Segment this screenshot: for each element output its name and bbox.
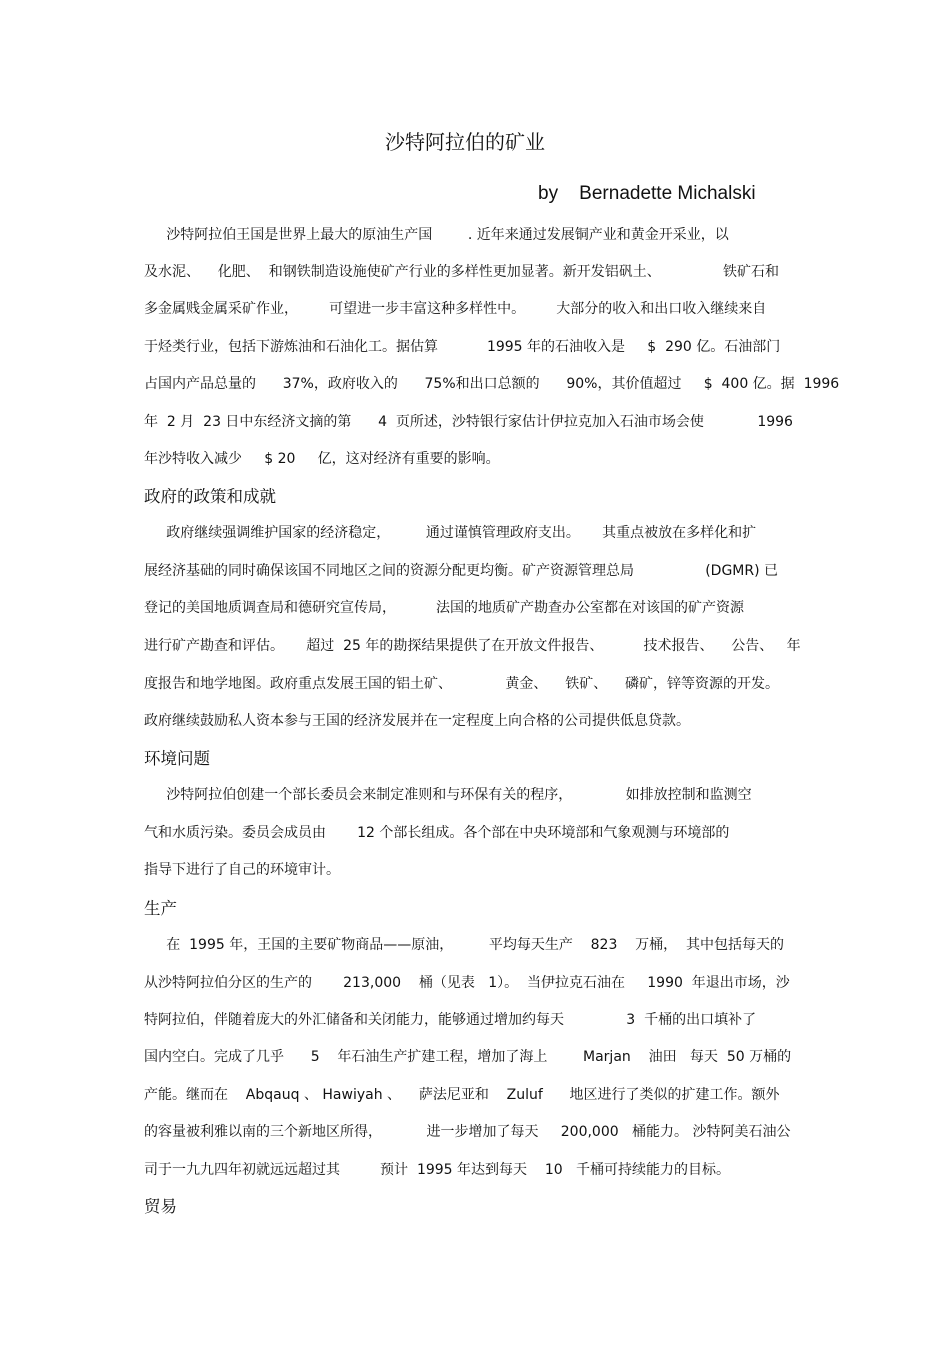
policy-line: 政府继续强调维护国家的经济稳定， 通过谨慎管理政府支出。 其重点被放在多样化和扩 <box>144 525 757 541</box>
intro-line: 占国内产品总量的 37%，政府收入的 75%和出口总额的 90%，其价值超过 $ 400 亿。据 1996 <box>144 376 840 392</box>
author-byline: by Bernadette Michalski <box>538 183 756 204</box>
policy-line: 度报告和地学地图。政府重点发展王国的铝土矿、 黄金、 铁矿、 磷矿，锌等资源的开发。 <box>144 676 780 692</box>
section-heading-environment: 环境问题 <box>144 749 210 768</box>
production-line: 产能。继而在 Abqauq 、 Hawiyah 、 萨法尼亚和 Zuluf 地区进行了类似的扩建工作。额外 <box>144 1087 780 1103</box>
intro-line: 年沙特收入减少 $ 20 亿，这对经济有重要的影响。 <box>144 451 500 467</box>
policy-line: 进行矿产勘查和评估。 超过 25 年的勘探结果提供了在开放文件报告、 技术报告、 公告、 年 <box>144 638 801 654</box>
environment-line: 指导下进行了自己的环境审计。 <box>144 862 340 878</box>
policy-line: 登记的美国地质调查局和德研究宣传局， 法国的地质矿产勘查办公室都在对该国的矿产资源 <box>144 600 745 616</box>
policy-line: 展经济基础的同时确保该国不同地区之间的资源分配更均衡。矿产资源管理总局 (DGMR) 已 <box>144 563 779 579</box>
environment-line: 气和水质污染。委员会成员由 12 个部长组成。各个部在中央环境部和气象观测与环境部的 <box>144 825 730 841</box>
production-line: 从沙特阿拉伯分区的生产的 213,000 桶（见表 1）。 当伊拉克石油在 1990 年退出市场，沙 <box>144 975 790 991</box>
policy-line: 政府继续鼓励私人资本参与王国的经济发展并在一定程度上向合格的公司提供低息贷款。 <box>144 713 690 729</box>
document-title: 沙特阿拉伯的矿业 <box>385 130 545 154</box>
environment-line: 沙特阿拉伯创建一个部长委员会来制定准则和与环保有关的程序， 如排放控制和监测空 <box>144 787 752 803</box>
production-line: 在 1995 年，王国的主要矿物商品——原油， 平均每天生产 823 万桶， 其中包括每天的 <box>144 937 785 953</box>
production-line: 特阿拉伯，伴随着庞大的外汇储备和关闭能力，能够通过增加约每天 3 千桶的出口填补了 <box>144 1012 757 1028</box>
production-line: 司于一九九四年初就远远超过其 预计 1995 年达到每天 10 千桶可持续能力的目标。 <box>144 1162 730 1178</box>
intro-line: 及水泥、 化肥、 和钢铁制造设施使矿产行业的多样性更加显著。新开发铝矾土、 铁矿石和 <box>144 264 780 280</box>
intro-line: 多金属贱金属采矿作业， 可望进一步丰富这种多样性中。 大部分的收入和出口收入继续来自 <box>144 301 767 317</box>
production-line: 的容量被利雅以南的三个新地区所得， 进一步增加了每天 200,000 桶能力。 沙特阿美石油公 <box>144 1124 791 1140</box>
section-heading-production: 生产 <box>144 899 177 918</box>
intro-line: 年 2 月 23 日中东经济文摘的第 4 页所述，沙特银行家估计伊拉克加入石油市场会使 1996 <box>144 414 793 430</box>
section-heading-trade: 贸易 <box>144 1197 177 1216</box>
intro-line: 于烃类行业，包括下游炼油和石油化工。据估算 1995 年的石油收入是 $ 290 亿。石油部门 <box>144 339 781 355</box>
section-heading-policy: 政府的政策和成就 <box>144 487 276 506</box>
intro-line: 沙特阿拉伯王国是世界上最大的原油生产国 . 近年来通过发展铜产业和黄金开采业，以 <box>144 227 729 243</box>
production-line: 国内空白。完成了几乎 5 年石油生产扩建工程，增加了海上 Marjan 油田 每天 50 万桶的 <box>144 1049 792 1065</box>
